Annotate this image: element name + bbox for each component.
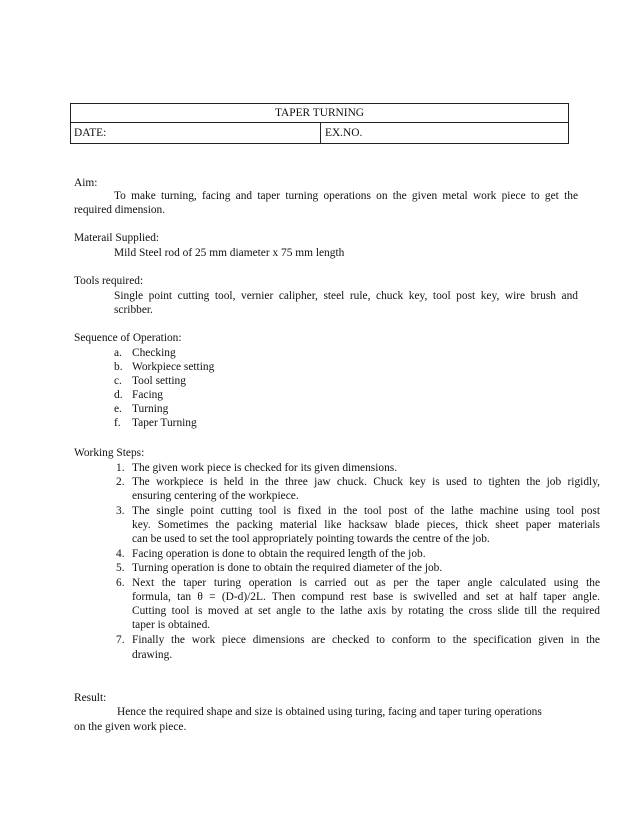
step-line: Facing operation is done to obtain the required length of the job. — [132, 548, 426, 560]
aim-heading: Aim: — [74, 177, 98, 189]
step-line: Turning operation is done to obtain the required diameter of the job. — [132, 562, 443, 574]
tools-heading: Tools required: — [74, 275, 144, 287]
sequence-marker: d. — [114, 389, 123, 401]
sequence-item: Taper Turning — [132, 417, 197, 429]
step-line: The given work piece is checked for its given dimensions. — [132, 462, 398, 474]
step-line: key. Sometimes the packing material like hacksaw blade pieces, thick sheet paper materials — [132, 519, 600, 531]
result-text-line-1: Hence the required shape and size is obtained using turing, facing and taper turing operations — [117, 706, 542, 718]
result-heading: Result: — [74, 692, 107, 704]
step-marker: 2. — [116, 476, 125, 488]
steps-heading: Working Steps: — [74, 447, 145, 459]
header-table — [70, 103, 569, 144]
step-marker: 1. — [116, 462, 125, 474]
step-marker: 7. — [116, 634, 125, 646]
step-marker: 5. — [116, 562, 125, 574]
date-field: DATE: — [71, 123, 321, 143]
exno-field: EX.NO. — [325, 127, 363, 139]
step-marker: 3. — [116, 505, 125, 517]
result-text-line-2: on the given work piece. — [74, 721, 187, 733]
step-line: drawing. — [132, 649, 173, 661]
sequence-item: Checking — [132, 347, 176, 359]
material-heading: Materail Supplied: — [74, 232, 160, 244]
step-line: Finally the work piece dimensions are checked to conform to the specification given in the — [132, 634, 600, 646]
step-line: formula, tan θ = (D-d)/2L. Then compund rest base is swivelled and set at half taper angle. — [132, 591, 600, 603]
sequence-marker: f. — [114, 417, 121, 429]
step-line: The workpiece is held in the three jaw chuck. Chuck key is used to tighten the job rigidly, — [132, 476, 600, 488]
sequence-item: Facing — [132, 389, 164, 401]
material-text: Mild Steel rod of 25 mm diameter x 75 mm length — [114, 247, 345, 259]
sequence-marker: e. — [114, 403, 122, 415]
tools-text-line-1: Single point cutting tool, vernier calipher, steel rule, chuck key, tool post key, wire brush and — [114, 290, 578, 302]
sequence-marker: a. — [114, 347, 122, 359]
step-line: Next the taper turing operation is carried out as per the taper angle calculated using the — [132, 577, 600, 589]
sequence-item: Tool setting — [132, 375, 186, 387]
step-marker: 6. — [116, 577, 125, 589]
step-line: taper is obtained. — [132, 619, 211, 631]
step-marker: 4. — [116, 548, 125, 560]
aim-text-line-2: required dimension. — [74, 204, 166, 216]
step-line: Cutting tool is moved at set angle to the lathe axis by rotating the cross slide till the required — [132, 605, 600, 617]
sequence-item: Turning — [132, 403, 169, 415]
experiment-title: TAPER TURNING — [71, 104, 568, 123]
sequence-marker: c. — [114, 375, 122, 387]
step-line: can be used to set the tool appropriately pointing towards the centre of the job. — [132, 533, 490, 545]
sequence-heading: Sequence of Operation: — [74, 332, 182, 344]
sequence-item: Workpiece setting — [132, 361, 215, 373]
tools-text-line-2: scribber. — [114, 304, 153, 316]
step-line: ensuring centering of the workpiece. — [132, 490, 299, 502]
step-line: The single point cutting tool is fixed in the tool post of the lathe machine using tool post — [132, 505, 600, 517]
aim-text-line-1: To make turning, facing and taper turning operations on the given metal work piece to get the — [114, 190, 578, 202]
sequence-marker: b. — [114, 361, 123, 373]
